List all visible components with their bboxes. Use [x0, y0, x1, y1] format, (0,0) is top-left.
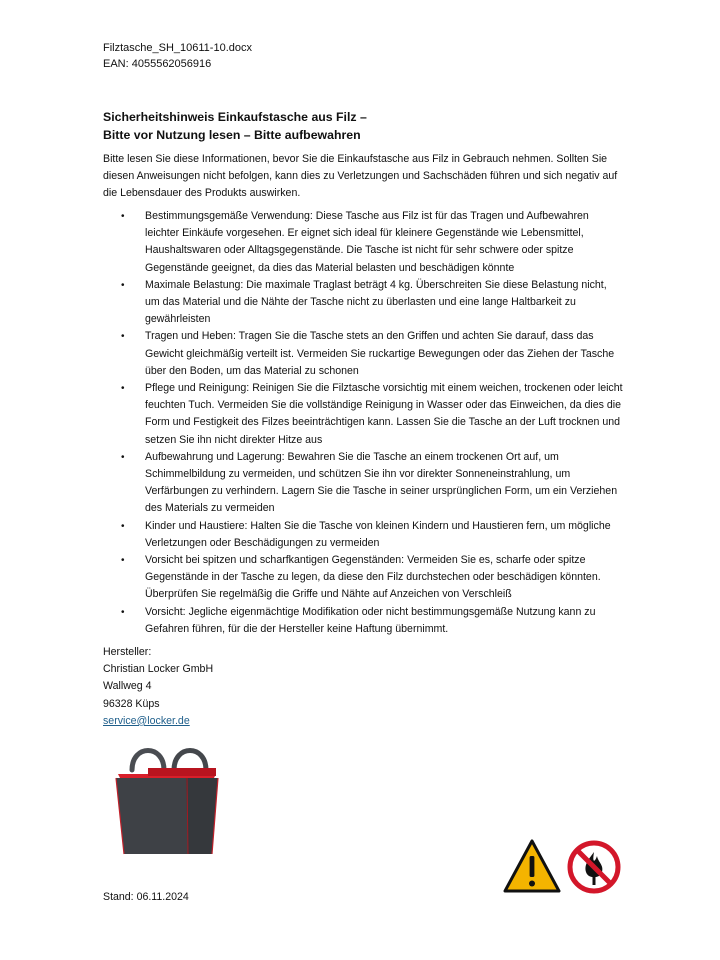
list-item-text: Aufbewahrung und Lagerung: Bewahren Sie die Tasche an einem trockenen Ort auf, um Schimmelbildung zu vermeiden, und schützen Sie ihn vor direkter Sonneneinstrahlung, um Verfärbungen zu verhindern. Lagern Sie die Tasche in seiner ursprünglichen Form, um ein Verziehen des Materials zu vermeiden: [145, 450, 618, 515]
list-item-text: Kinder und Haustiere: Halten Sie die Tasche von kleinen Kindern und Haustieren fern, um mögliche Verletzungen oder Beschädigungen zu vermeiden: [145, 519, 611, 549]
bullet-icon: •: [121, 383, 125, 395]
bag-handle-right: [174, 751, 206, 771]
bullet-icon: •: [121, 520, 125, 532]
document-meta: [103, 40, 252, 72]
bullet-icon: •: [121, 555, 125, 567]
list-item-text: Bestimmungsgemäße Verwendung: Diese Tasche aus Filz ist für das Tragen und Aufbewahren leichter Einkäufe vorgesehen. Er eignet sich ideal für kleinere Gegenstände wie Lebensmittel, Haushaltswaren oder Alltagsgegenstände. Die Tasche ist nicht für sehr schwere oder spitze Gegenstände geeignet, da dies das Material belasten und beschädigen könnte: [145, 210, 589, 274]
safety-list: [103, 208, 623, 638]
no-open-flame-icon: [570, 843, 618, 891]
ean-code: EAN: 4055562056916: [103, 58, 212, 70]
manufacturer-email-link[interactable]: service@locker.de: [103, 714, 190, 727]
list-item: [103, 604, 623, 638]
list-item-text: Tragen und Heben: Tragen Sie die Tasche stets an den Griffen und achten Sie darauf, dass das Gewicht gleichmäßig verteilt ist. Vermeiden Sie ruckartige Bewegungen oder das Ziehen der Tasche über den Boden, um das Material zu schonen: [145, 330, 615, 377]
list-item: [103, 208, 623, 277]
list-item: [103, 277, 623, 329]
list-item: [103, 449, 623, 518]
intro-paragraph: Bitte lesen Sie diese Informationen, bevor Sie die Einkaufstasche aus Filz in Gebrauch nehmen. Sollten Sie diesen Anweisungen nicht befolgen, kann dies zu Verletzungen und Sachschäden führen und sich negativ auf die Lebensdauer des Produkts auswirken.: [103, 153, 618, 200]
warning-triangle-icon: [505, 841, 559, 891]
file-name: Filztasche_SH_10611-10.docx: [103, 42, 252, 54]
manufacturer-label: Hersteller:: [103, 646, 152, 658]
manufacturer-street: Wallweg 4: [103, 680, 152, 693]
list-item: [103, 328, 623, 380]
title-line-1: Sicherheitshinweis Einkaufstasche aus Filz –: [103, 110, 367, 124]
title-line-2: Bitte vor Nutzung lesen – Bitte aufbewahren: [103, 128, 361, 142]
bullet-icon: •: [121, 331, 125, 343]
manufacturer-company: Christian Locker GmbH: [103, 663, 214, 676]
list-item-text: Vorsicht: Jegliche eigenmächtige Modifikation oder nicht bestimmungsgemäße Nutzung kann zu Gefahren führen, für die der Hersteller keine Haftung übernimmt.: [145, 605, 596, 635]
manufacturer-city: 96328 Küps: [103, 697, 160, 710]
bullet-icon: •: [121, 279, 125, 291]
safety-signs: [502, 838, 624, 896]
manufacturer-block: [103, 644, 213, 730]
bag-handle-left: [132, 751, 164, 771]
list-item-text: Vorsicht bei spitzen und scharfkantigen Gegenständen: Vermeiden Sie es, scharfe oder spitze Gegenstände in der Tasche zu legen, da diese den Filz durchstechen oder beschädigen könnten. Überprüfen Sie regelmäßig die Griffe und Nähte auf Anzeichen von Verschleiß: [145, 554, 601, 601]
document-title: [103, 108, 367, 144]
list-item: [103, 552, 623, 604]
bullet-icon: •: [121, 211, 125, 222]
bullet-icon: •: [121, 606, 125, 618]
list-item-text: Pflege und Reinigung: Reinigen Sie die Filztasche vorsichtig mit einem weichen, trockenen oder leicht feuchten Tuch. Vermeiden Sie die vollständige Reinigung in Wasser oder das Einweichen, da dies die Form und Festigkeit des Filzes beeinträchtigen kann. Lassen Sie die Tasche an der Luft trocknen und setzen Sie ihn nicht direkter Hitze aus: [145, 382, 623, 446]
bag-lining-back: [148, 768, 216, 776]
felt-bag-photo: [108, 740, 226, 858]
list-item: [103, 380, 623, 449]
document-date: Stand: 06.11.2024: [103, 891, 189, 903]
list-item-text: Maximale Belastung: Die maximale Traglast beträgt 4 kg. Überschreiten Sie diese Belastung nicht, um das Material und die Nähte der Tasche nicht zu überlasten und eine lange Haltbarkeit zu gewährleisten: [145, 278, 607, 326]
list-item: [103, 518, 623, 552]
bullet-icon: •: [121, 451, 125, 463]
